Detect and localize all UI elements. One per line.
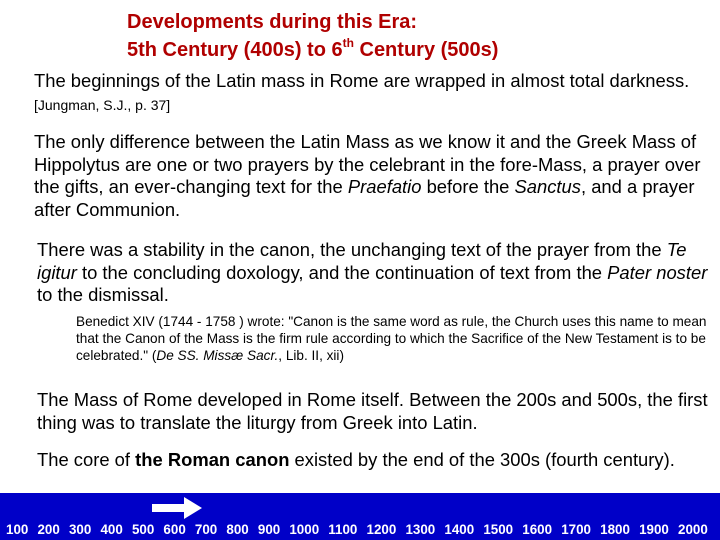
p3-pater-noster: Pater noster — [607, 261, 708, 283]
paragraph-canon-stability — [37, 239, 717, 307]
p2-part-a: The only difference between the Latin Mass as we know it and the Greek Mass of Hippolytus are one or two prayers by the celebrant in the fore-Mass, a prayer over the gifts, an ever-changing text for the — [34, 131, 701, 198]
slide-title — [127, 8, 707, 64]
right-arrow-icon — [152, 497, 202, 519]
timeline-year: 1800 — [600, 522, 630, 537]
timeline-year: 500 — [131, 522, 155, 537]
paragraph-latin-mass-beginnings — [34, 70, 714, 116]
timeline-year: 1000 — [289, 522, 320, 537]
p5-part-b: existed by the end of the 300s (fourth century). — [289, 449, 675, 470]
timeline-year: 1400 — [444, 522, 475, 537]
timeline-year: 600 — [163, 522, 186, 537]
title-superscript: th — [342, 36, 354, 51]
timeline-year: 400 — [100, 522, 123, 537]
title-line-2-prefix: 5th Century (400s) to 6 — [127, 39, 343, 61]
timeline-year: 100 — [6, 522, 29, 537]
p2-praefatio: Praefatio — [347, 176, 422, 198]
timeline-year: 1100 — [328, 522, 358, 537]
timeline-year: 1200 — [366, 522, 397, 537]
p5-roman-canon: the Roman canon — [135, 449, 290, 470]
p5-part-a: The core of — [37, 449, 136, 470]
paragraph-difference-greek-mass — [34, 131, 718, 222]
timeline-year: 300 — [68, 522, 92, 537]
title-line-2-suffix: Century (500s) — [353, 39, 499, 61]
p3-part-a: There was a stability in the canon, the unchanging text of the prayer from the — [37, 239, 667, 260]
p3-part-b: to the concluding doxology, and the continuation of text from the — [76, 261, 608, 283]
p2-part-b: before the — [421, 176, 515, 198]
quote-part-a: Benedict XIV (1744 - 1758 ) wrote: "Canon is the same word as rule, the Church uses this name to mean that the Canon of the Mass is the firm rule according to which the Sacrifice of the New Testament is to be celebrated." ( — [76, 314, 707, 364]
p1-citation: [Jungman, S.J., p. 37] — [34, 96, 171, 113]
benedict-quote — [76, 313, 720, 365]
p2-sanctus: Sanctus — [514, 176, 581, 198]
timeline-year: 200 — [37, 522, 60, 537]
timeline-year: 800 — [226, 522, 249, 537]
timeline-year: 900 — [257, 522, 281, 537]
paragraph-roman-canon-core — [37, 449, 717, 472]
timeline-year: 1500 — [483, 522, 514, 537]
quote-part-b: , Lib. II, xii) — [278, 348, 344, 364]
p1-text: The beginnings of the Latin mass in Rome are wrapped in almost total darkness. — [34, 70, 690, 91]
p2-part-c: , and a prayer after Communion. — [34, 176, 695, 221]
timeline-years — [0, 519, 720, 540]
timeline-year: 1300 — [405, 522, 436, 537]
timeline-year: 2000 — [678, 522, 708, 537]
p3-te-igitur: Te igitur — [37, 239, 687, 283]
p3-part-c: to the dismissal. — [37, 284, 169, 306]
timeline-year: 700 — [194, 522, 218, 537]
title-line-1: Developments during this Era: — [127, 11, 418, 33]
timeline-year: 1900 — [639, 522, 669, 537]
timeline-year: 1600 — [522, 522, 553, 537]
title-line-2 — [127, 36, 707, 64]
paragraph-mass-of-rome: The Mass of Rome developed in Rome itself. Between the 200s and 500s, the first thing was to translate the liturgy from Greek into Latin. — [37, 389, 708, 433]
quote-source: De SS. Missæ Sacr. — [156, 348, 279, 364]
timeline-year: 1700 — [561, 522, 591, 537]
